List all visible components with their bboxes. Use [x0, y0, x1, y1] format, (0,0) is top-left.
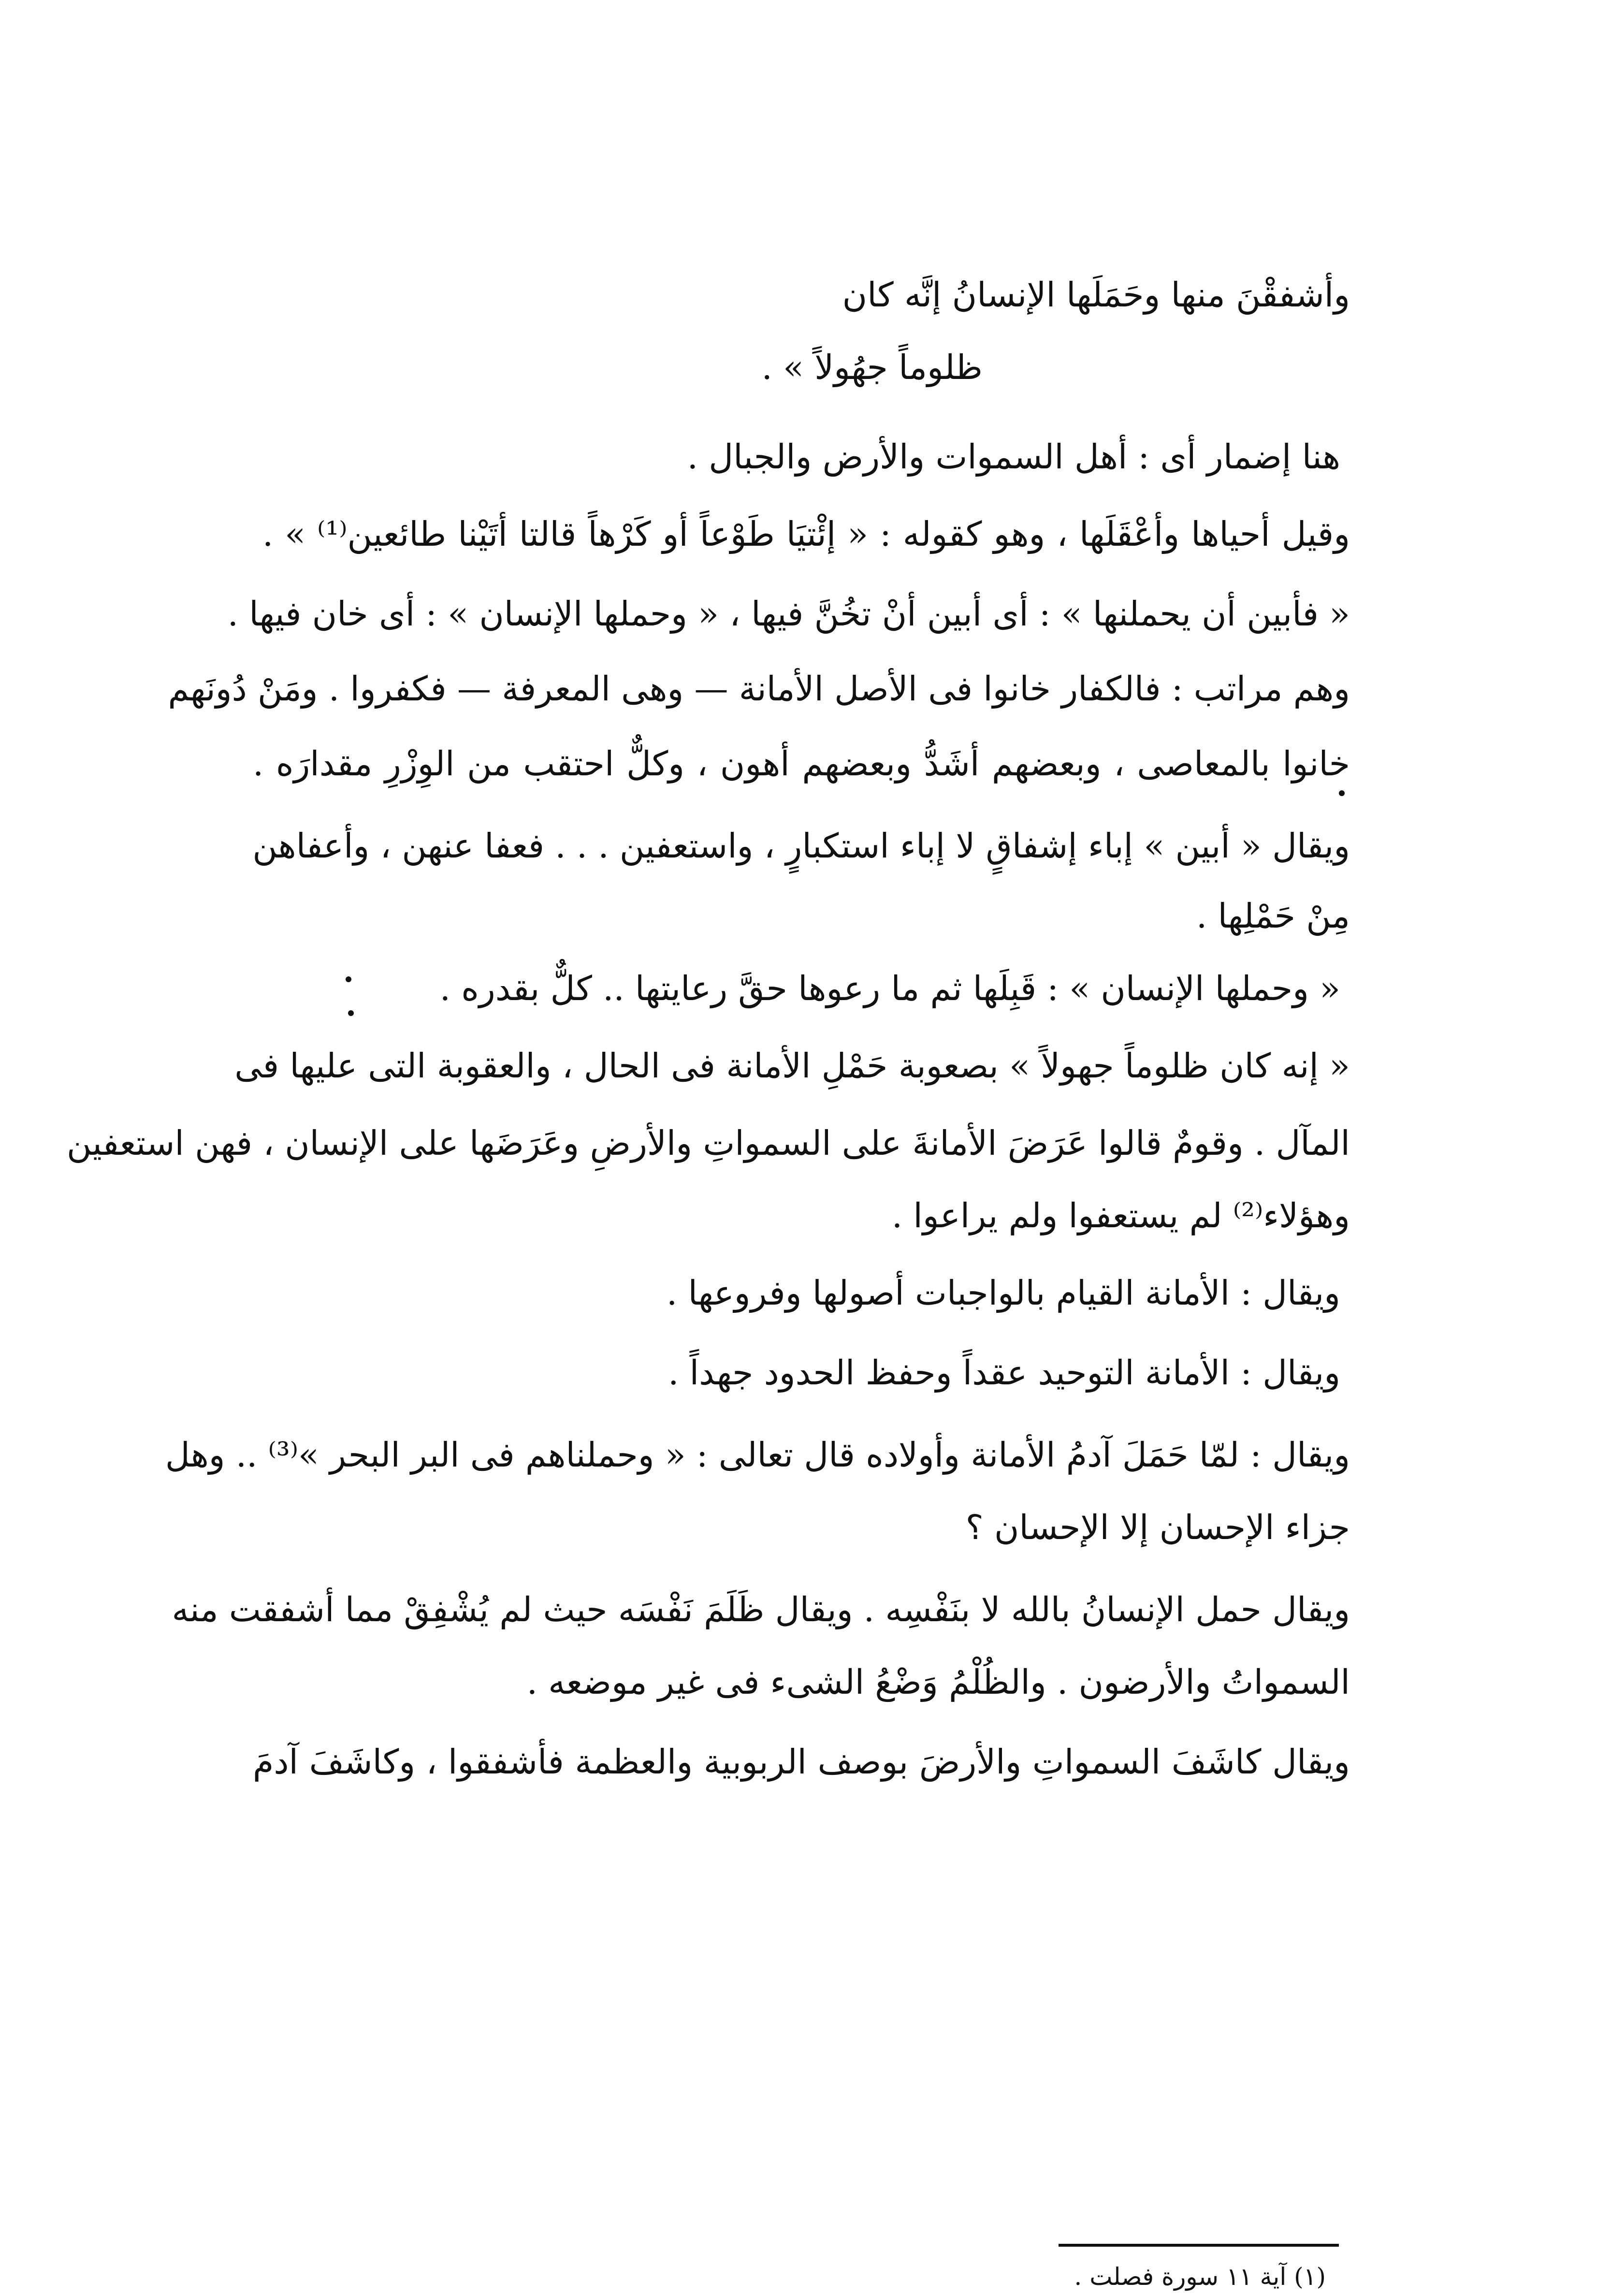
body-line: السمواتُ والأرضون . والظُلْمُ وَضْعُ الشىء فى غير موضعه . — [526, 1662, 1350, 1702]
body-line: جزاء الإحسان إلا الإحسان ؟ — [965, 1508, 1350, 1547]
body-line: ويقال : الأمانة القيام بالواجبات أصولها وفروعها . — [666, 1273, 1340, 1313]
body-line: مِنْ حَمْلِها . — [1196, 896, 1350, 936]
body-line: « وحملها الإنسان » : قَبِلَها ثم ما رعوها حقَّ رعايتها .. كلٌّ بقدره . — [439, 969, 1340, 1008]
stray-mark — [348, 1010, 354, 1016]
body-line: هنا إضمار أى : أهل السموات والأرض والجبال . — [687, 437, 1340, 477]
body-line: ويقال : الأمانة التوحيد عقداً وحفظ الحدود جهداً . — [668, 1353, 1340, 1393]
stray-mark — [346, 976, 351, 982]
stray-mark — [1339, 790, 1345, 796]
body-line: خانوا بالمعاصى ، وبعضهم أشَدُّ وبعضهم أهون ، وكلٌّ احتقب من الوِزْرِ مقدارَه . — [253, 744, 1350, 784]
verse-line-1: وأشفقْنَ منها وحَمَلَها الإنسانُ إنَّه كان — [842, 275, 1350, 315]
footnote-1: (١) آية ١١ سورة فصلت . — [1074, 2263, 1326, 2291]
footnote-divider — [1059, 2244, 1339, 2247]
body-line: المآل . وقومٌ قالوا عَرَضَ الأمانةَ على السمواتِ والأرضِ وعَرَضَها على الإنسان ، فهن استعفين — [67, 1123, 1350, 1163]
body-line: وهؤلاء⁽²⁾ لم يستعفوا ولم يراعوا . — [891, 1196, 1350, 1235]
body-line: وقيل أحياها وأعْقَلَها ، وهو كقوله : « إئْتيَا طَوْعاً أو كَرْهاً قالتا أتَيْنا طائعين⁽¹⁾ » . — [262, 514, 1350, 554]
body-line: ويقال : لمّا حَمَلَ آدمُ الأمانة وأولاده قال تعالى : « وحملناهم فى البر البحر »⁽³⁾ .. وهل — [165, 1435, 1350, 1475]
body-line: ويقال كاشَفَ السمواتِ والأرضَ بوصف الربوبية والعظمة فأشفقوا ، وكاشَفَ آدمَ — [253, 1742, 1350, 1782]
body-line: « فأبين أن يحملنها » : أى أبين أنْ تخُنَّ فيها ، « وحملها الإنسان » : أى خان فيها . — [227, 594, 1350, 634]
body-line: ويقال حمل الإنسانُ بالله لا بنَفْسِه . ويقال ظَلَمَ نَفْسَه حيث لم يُشْفِقْ مما أشفقت منه — [172, 1590, 1350, 1629]
verse-line-2: ظلوماً جهُولاً » . — [761, 348, 983, 387]
body-line: « إنه كان ظلوماً جهولاً » بصعوبة حَمْلِ الأمانة فى الحال ، والعقوبة التى عليها فى — [234, 1046, 1350, 1086]
body-line: وهم مراتب : فالكفار خانوا فى الأصل الأمانة — وهى المعرفة — فكفروا . ومَنْ دُونَهم — [168, 669, 1350, 709]
body-line: ويقال « أبين » إباء إشفاقٍ لا إباء استكبارٍ ، واستعفين . . . فعفا عنهن ، وأعفاهن — [252, 826, 1350, 866]
